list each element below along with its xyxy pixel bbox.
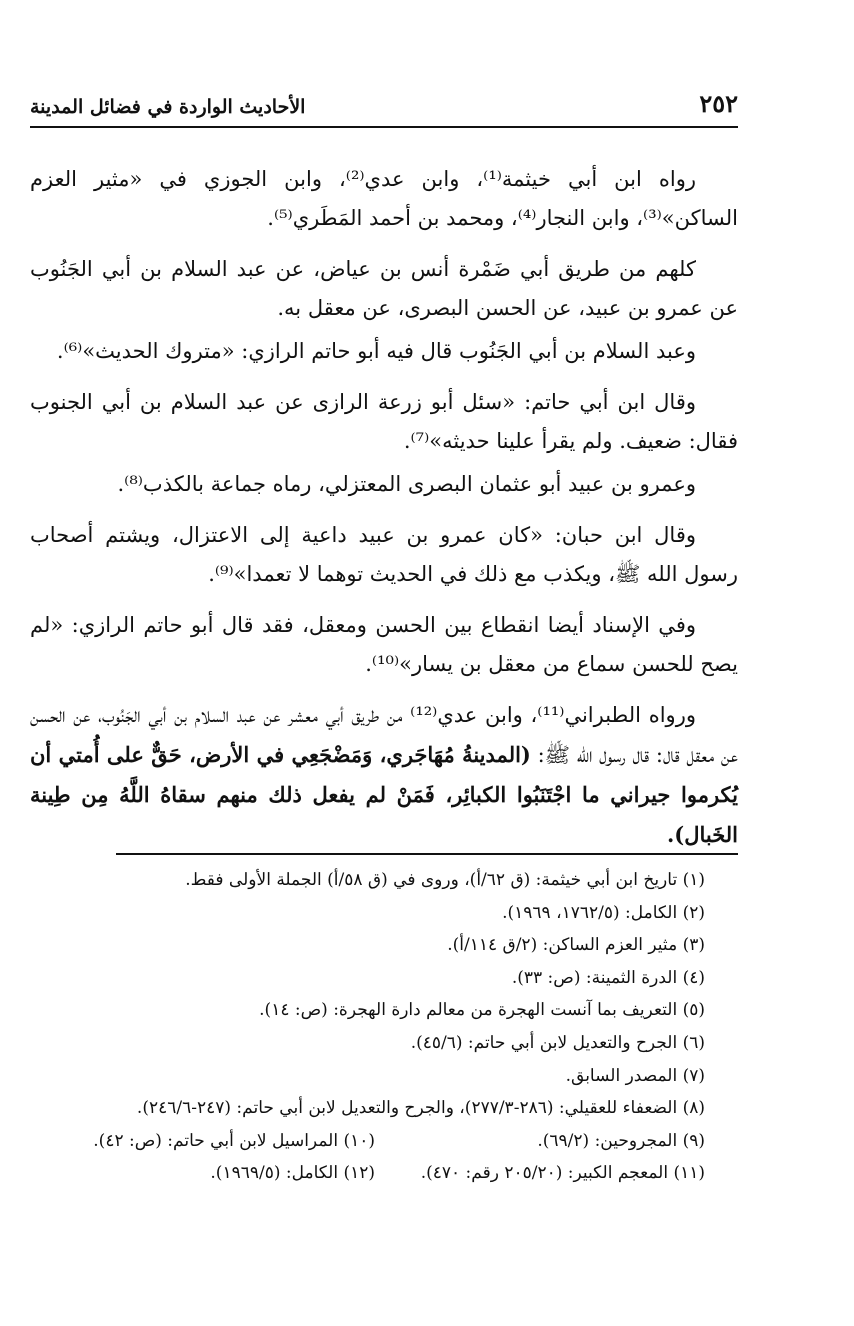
page-number: ٢٥٢ bbox=[699, 89, 738, 118]
paragraph-3: وعبد السلام بن أبي الجَنُوب قال فيه أبو حاتم الرازي: «متروك الحديث»⁽⁶⁾. bbox=[56, 339, 696, 363]
hadith-text: (المدينةُ مُهَاجَري، وَمَضْجَعِي في الأرض، حَقٌّ على أُمتي أن يُكرموا جيراني ما اجْتَنَبُوا الكبائِر، فَمَنْ لم يفعل ذلك منهم سقاهُ اللَّهُ مِن طِينة الخَبال). bbox=[30, 742, 738, 847]
footnote-2: (٢) الكامل: (١٧٦٢/٥، ١٩٦٩). bbox=[502, 902, 705, 923]
paragraph-8-intro: ورواه الطبراني⁽¹¹⁾، وابن عدي⁽¹²⁾ من طريق أبي معشر عن عبد السلام بن أبي الجَنُوب، عن الحسن عن معقل قال: قال رسول الله ﷺ: bbox=[30, 703, 738, 767]
footnote-9: (٩) المجروحين: (٦٩/٢). bbox=[537, 1130, 705, 1151]
paragraph-4: وقال ابن أبي حاتم: «سئل أبو زرعة الرازى عن عبد السلام بن أبي الجنوب فقال: ضعيف. ولم يقرأ علينا حديثه»⁽⁷⁾. bbox=[30, 390, 738, 453]
footnote-8: (٨) الضعفاء للعقيلي: (٢٨٦-٢٧٧/٣)، والجرح والتعديل لابن أبي حاتم: (٢٤٧-٢٤٦/٦). bbox=[136, 1098, 705, 1119]
paragraph-5: وعمرو بن عبيد أبو عثمان البصرى المعتزلي، رماه جماعة بالكذب⁽⁸⁾. bbox=[117, 472, 696, 496]
footnote-row-9-10 bbox=[30, 1125, 705, 1158]
footnote-row-11-12 bbox=[30, 1157, 705, 1190]
paragraph-8 bbox=[30, 696, 738, 855]
footnotes bbox=[30, 864, 705, 1190]
running-header bbox=[30, 88, 738, 128]
paragraph-6: وقال ابن حبان: «كان عمرو بن عبيد داعية إلى الاعتزال، ويشتم أصحاب رسول الله ﷺ، ويكذب مع ذلك في الحديث توهما لا تعمدا»⁽⁹⁾. bbox=[30, 523, 738, 586]
footnote-11: (١١) المعجم الكبير: (٢٠٥/٢٠ رقم: ٤٧٠). bbox=[420, 1163, 705, 1184]
running-title: الأحاديث الواردة في فضائل المدينة bbox=[30, 96, 306, 118]
footnote-6: (٦) الجرح والتعديل لابن أبي حاتم: (٤٥/٦). bbox=[410, 1032, 705, 1053]
paragraph-2: كلهم من طريق أبي ضَمْرة أنس بن عياض، عن عبد السلام بن أبي الجَنُوب عن عمرو بن عبيد، عن الحسن البصرى، عن معقل به. bbox=[30, 257, 738, 320]
footnote-10: (١٠) المراسيل لابن أبي حاتم: (ص: ٤٢). bbox=[93, 1130, 375, 1151]
footnote-separator bbox=[116, 853, 738, 855]
footnote-5: (٥) التعريف بما آنست الهجرة من معالم دارة الهجرة: (ص: ١٤). bbox=[259, 1000, 705, 1021]
main-text bbox=[30, 160, 738, 867]
footnote-4: (٤) الدرة الثمينة: (ص: ٣٣). bbox=[511, 967, 705, 988]
footnote-1: (١) تاريخ ابن أبي خيثمة: (ق ٦٢/أ)، وروى في (ق ٥٨/أ) الجملة الأولى فقط. bbox=[185, 870, 705, 890]
paragraph-1: رواه ابن أبي خيثمة⁽¹⁾، وابن عدي⁽²⁾، وابن الجوزي في «مثير العزم الساكن»⁽³⁾، وابن النجار⁽⁴⁾، ومحمد بن أحمد المَطَري⁽⁵⁾. bbox=[30, 167, 738, 230]
footnote-7: (٧) المصدر السابق. bbox=[565, 1065, 705, 1086]
footnote-3: (٣) مثير العزم الساكن: (٢/ق ١١٤/أ). bbox=[447, 935, 705, 956]
paragraph-7: وفي الإسناد أيضا انقطاع بين الحسن ومعقل، فقد قال أبو حاتم الرازي: «لم يصح للحسن سماع من معقل بن يسار»⁽¹⁰⁾. bbox=[30, 613, 738, 676]
footnote-12: (١٢) الكامل: (١٩٦٩/٥). bbox=[210, 1163, 375, 1184]
